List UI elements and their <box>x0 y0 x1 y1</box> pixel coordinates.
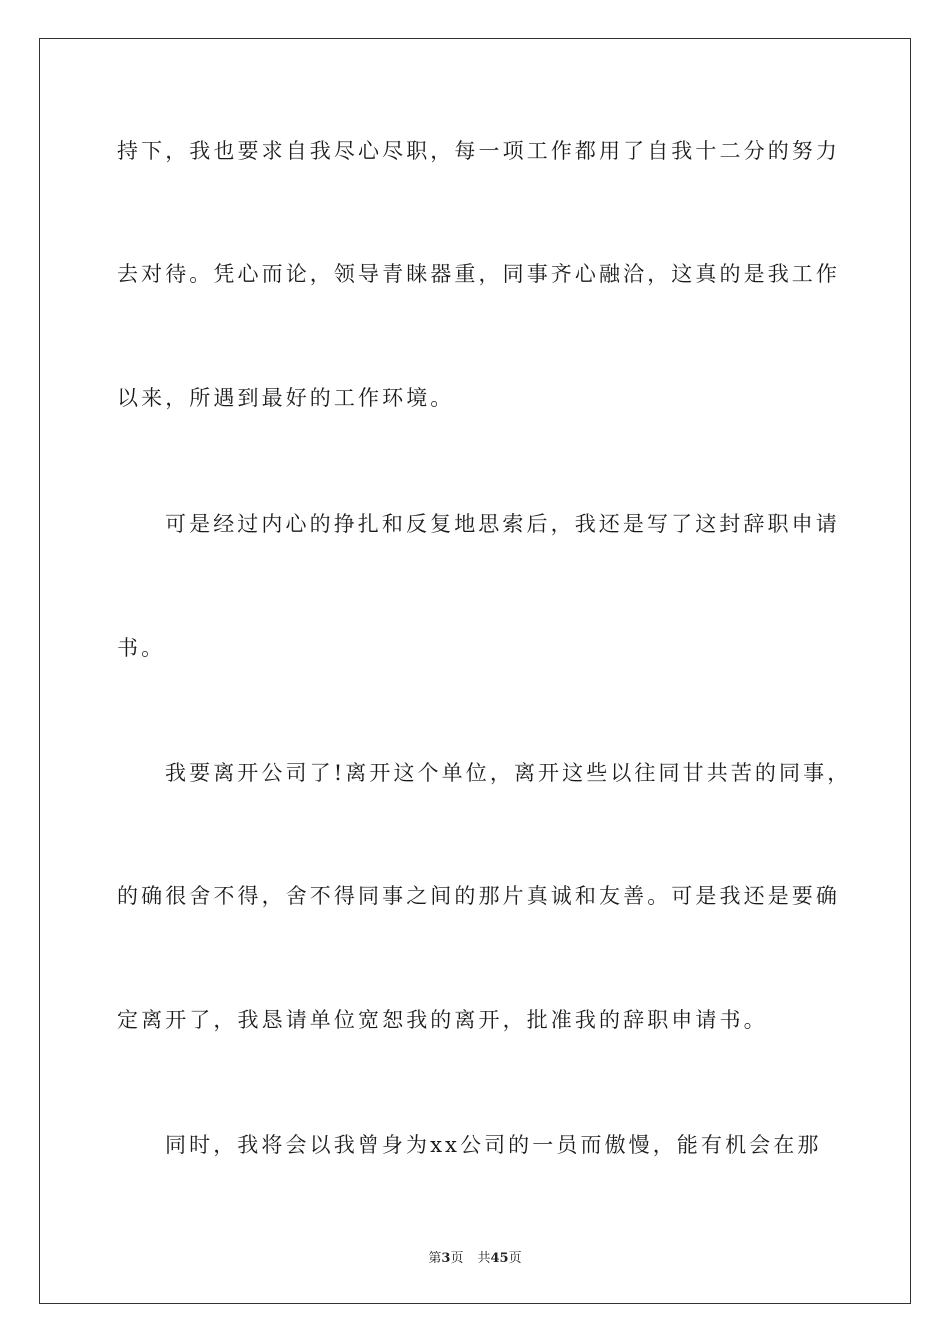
total-pages: 45 <box>490 1251 509 1266</box>
body-line-5: 书。 <box>117 636 166 660</box>
body-line-6: 我要离开公司了!离开这个单位，离开这些以往同甘共苦的同事， <box>165 761 852 785</box>
body-line-3: 以来，所遇到最好的工作环境。 <box>117 386 455 410</box>
total-suffix: 页 <box>508 1251 522 1266</box>
body-line-8: 定离开了，我恳请单位宽恕我的离开，批准我的辞职申请书。 <box>117 1008 768 1032</box>
page-number: 3 <box>441 1251 451 1266</box>
total-prefix: 共 <box>477 1251 491 1266</box>
body-line-4: 可是经过内心的挣扎和反复地思索后，我还是写了这封辞职申请 <box>165 512 840 536</box>
body-line-2: 去对待。凭心而论，领导青睐器重，同事齐心融洽，这真的是我工作 <box>117 262 840 286</box>
body-line-7: 的确很舍不得，舍不得同事之间的那片真诚和友善。可是我还是要确 <box>117 884 840 908</box>
page-border <box>39 38 911 1304</box>
body-line-9: 同时，我将会以我曾身为xx公司的一员而傲慢，能有机会在那 <box>165 1133 822 1157</box>
page-prefix: 第 <box>428 1251 442 1266</box>
page-suffix: 页 <box>450 1251 464 1266</box>
body-line-1: 持下，我也要求自我尽心尽职，每一项工作都用了自我十二分的努力 <box>117 139 840 163</box>
page-footer <box>0 1247 950 1266</box>
